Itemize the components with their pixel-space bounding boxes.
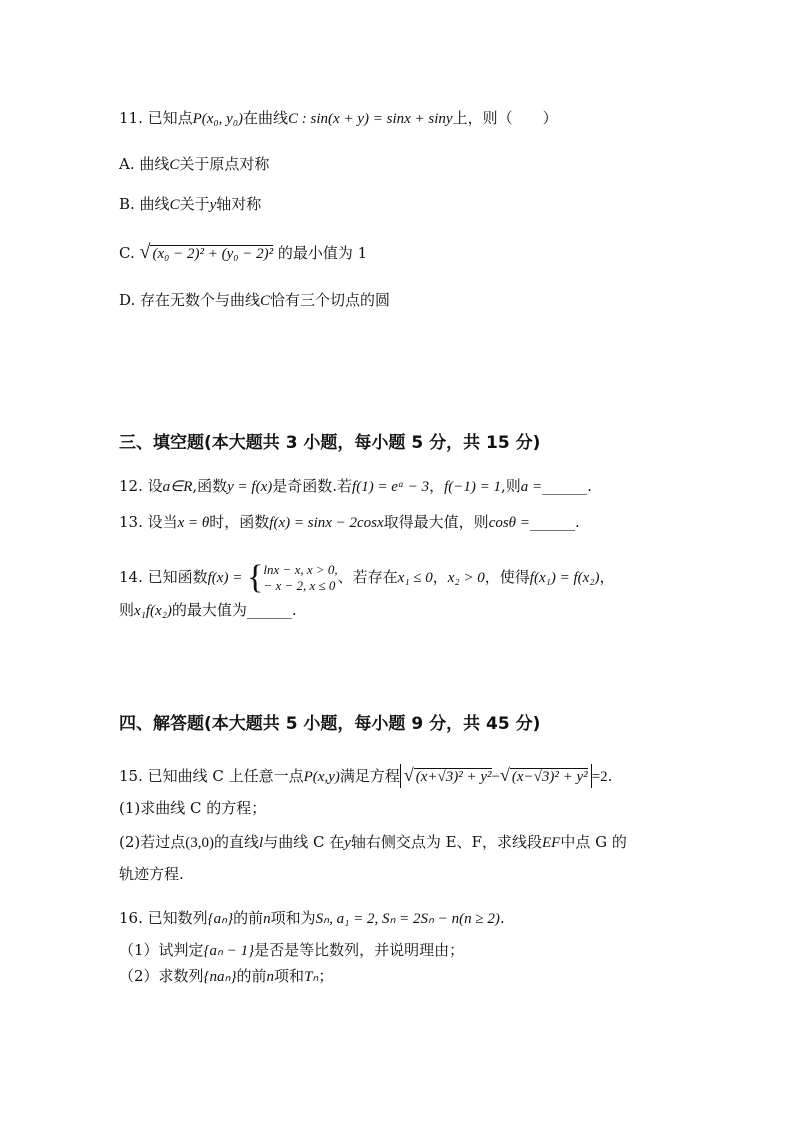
q16-text: 的前 [233,909,264,927]
q16-stem [119,908,505,929]
q15-text: 中点 G 的 [560,833,627,851]
q16-text: （1）试判定 [119,941,204,959]
q13-math: f(x) = sinx − 2cosx [269,515,384,531]
q13-text: 13. 设当 [119,513,178,531]
q14-line2 [119,600,297,621]
q11-text: 上，则（ ） [452,109,558,127]
q11-option-d [119,290,390,311]
q15-stem [119,764,612,788]
q14-math: x₁f(x₂) [134,603,172,619]
q14-math: x₁ ≤ 0 [397,570,433,586]
q16-sub1 [119,940,464,961]
q12-text: 12. 设 [119,477,163,495]
q12-math: y = f(x) [227,479,273,495]
q11-curve-equation: C : sin(x + y) = sinx + siny [288,111,453,127]
q15-text: 轴右侧交点为 E、F，求线段 [350,833,543,851]
section-4-title: 四、解答题(本大题共 5 小题，每小题 9 分，共 45 分) [119,714,541,734]
q15-text: 15. 已知曲线 C 上任意一点 [119,767,304,785]
option-math: y [209,197,217,213]
q11-text: 11. 已知点 [119,109,193,127]
q12-math: f(−1) = 1 [444,479,501,495]
q14-math: f(x) = [207,570,243,586]
q15-text: 满足方程 [339,767,400,785]
q13-math: cosθ = [488,515,530,531]
q14-line1 [119,559,615,596]
q12 [119,476,592,497]
q15-text: 的直线 [214,833,260,851]
option-math: C [169,157,180,173]
option-text: 关于原点对称 [179,155,270,173]
q15-math: =2 [591,769,608,785]
q12-math: a = [520,479,543,495]
q15-minus: − [491,769,501,785]
q16-text: ； [318,967,334,985]
q12-text: 是奇函数.若 [272,477,353,495]
option-text: 恰有三个切点的圆 [270,291,391,309]
q16-text: 项和 [274,967,305,985]
q15-text: 与曲线 C 在 [263,833,345,851]
q16-text: 是否是等比数列，并说明理由； [254,941,465,959]
q12-text: ， [429,477,445,495]
q13-text: 取得最大值，则 [383,513,489,531]
q12-math: a∈R [162,479,193,495]
sqrt-symbol: √ [500,765,510,785]
q15-sub2 [119,832,627,853]
q14-text: 14. 已知函数 [119,568,208,586]
q16-text: 的前 [236,967,267,985]
q15-math: (3,0) [185,835,214,851]
option-text: 关于 [179,195,210,213]
q11-option-c [119,242,367,264]
q15-sub2-continued: 轨迹方程. [119,865,184,883]
q16-math: {aₙ} [207,911,234,927]
q11-option-b [119,194,261,215]
q14-math: x₂ > 0 [447,570,485,586]
q13-text: 时，函数 [209,513,270,531]
q14-text: ，使得 [484,568,530,586]
q16-sub2 [119,966,333,987]
case-2: − x − 2, x ≤ 0 [263,578,336,593]
q14-math: f(x₁) = f(x₂) [529,570,600,586]
q14-text: ， [599,568,615,586]
option-text: D. 存在无数个与曲线 [119,291,261,309]
q16-text: 16. 已知数列 [119,909,208,927]
option-text: B. 曲线 [119,195,170,213]
q15-sub1: (1)求曲线 C 的方程； [119,799,267,817]
q15-radicand-1: (x+√3)² + y² [415,769,492,785]
q11-option-a [119,154,269,175]
q15-math: y [344,835,351,851]
option-math: C [260,293,271,309]
piecewise-cases [263,562,337,594]
option-text: 轴对称 [216,195,262,213]
q13-blank: ______. [529,513,580,531]
q15-absolute-value [400,764,592,788]
sqrt-symbol: √ [139,241,151,263]
q16-math: Tₙ [304,969,319,985]
q16-math: Sₙ, a₁ = 2, Sₙ = 2Sₙ − n(n ≥ 2) [315,911,500,927]
q13-math: x = θ [177,515,210,531]
case-1: lnx − x, x > 0, [263,562,338,577]
q15-text: . [607,767,613,785]
option-c-radicand: (x₀ − 2)² + (y₀ − 2)² [152,246,274,262]
q12-text: ,则 [501,477,521,495]
option-text: C. [119,244,135,262]
q16-text: 项和为 [270,909,316,927]
section-3-title: 三、填空题(本大题共 3 小题，每小题 5 分，共 15 分) [119,433,541,453]
q13 [119,512,580,533]
q15-text: (2)若过点 [119,833,186,851]
sqrt-symbol: √ [403,765,414,785]
q16-text: . [499,909,505,927]
q15-math: EF [542,835,561,851]
q16-text: （2）求数列 [119,967,204,985]
option-math: C [169,197,180,213]
q11-point: P(x₀, y₀) [192,111,244,127]
q14-text: 、若存在 [337,568,398,586]
q12-math: f(1) = eᵃ − 3 [352,479,430,495]
q15-math: l [259,835,264,851]
option-text: 的最小值为 1 [277,244,368,262]
q15-math: P(x,y) [303,769,340,785]
q16-math: {naₙ} [203,969,237,985]
q11-text: 在曲线 [243,109,289,127]
q14-text: ， [432,568,448,586]
q14-blank: 的最大值为______. [171,601,297,619]
piecewise-brace: { [247,559,264,596]
option-text: A. 曲线 [119,155,170,173]
q11-stem [119,108,558,129]
q12-blank: ______. [542,477,592,495]
q16-math: n [263,911,271,927]
q15-radicand-2: (x−√3)² + y² [511,769,588,785]
q12-text: ,函数 [192,477,228,495]
q16-math: n [266,969,275,985]
q14-text: 则 [119,601,135,619]
q16-math: {aₙ − 1} [203,943,255,959]
